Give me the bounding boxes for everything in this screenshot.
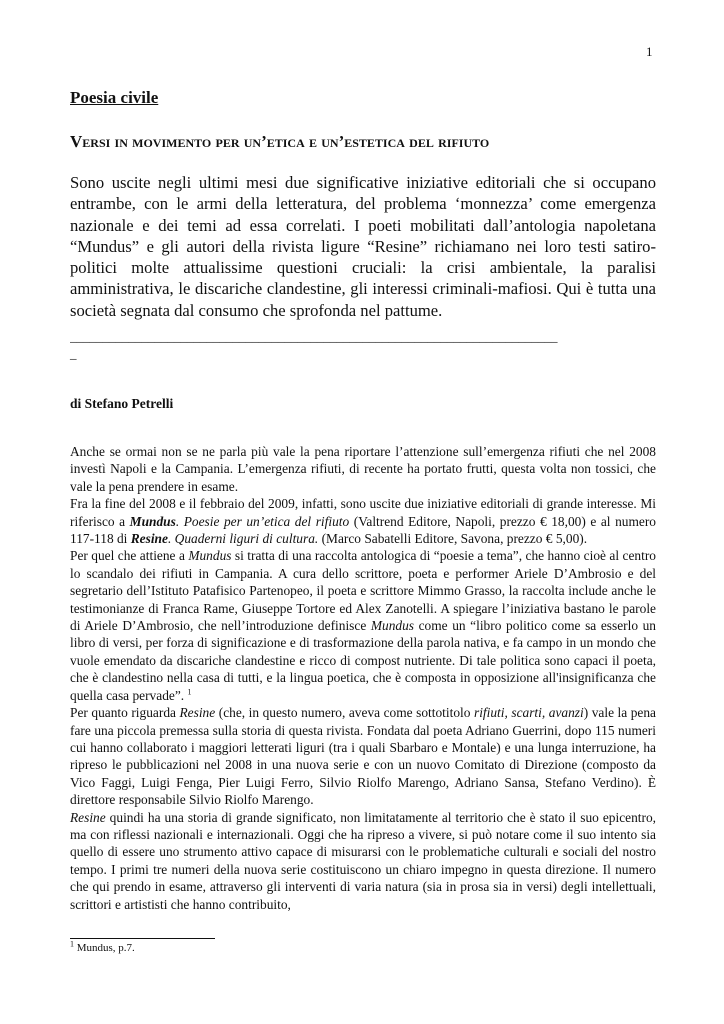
author-byline: di Stefano Petrelli	[70, 396, 174, 411]
footnote-separator	[70, 938, 215, 939]
abstract: Sono uscite negli ultimi mesi due significative iniziative editoriali che si occupano entrambe, con le armi della letteratura, del problema ‘monnezza’ come emergenza nazionale e dei temi ad essa correlati. I poeti mobilitati dall’antologia napoletana “Mundus” e gli autori della rivista ligure “Resine” richiamano nei loro testi satiro-politici molte attualissime questioni cruciali: la crisi ambientale, la paralisi amministrativa, le discariche clandestine, gli interessi criminali-mafiosi. Qui è tutta una società segnata dal consumo che sprofonda nel pattume.	[70, 173, 656, 320]
page-number: 1	[646, 44, 653, 59]
paragraph-1: Anche se ormai non se ne parla più vale la pena riportare l’attenzione sull’emergenza rifiuti che nel 2008 investì Napoli e la Campania. L’emergenza rifiuti, di recente ha portato frutti, questa volta non tossici, che vale la pena prendere in esame.	[70, 444, 656, 494]
mundus-title: Mundus	[129, 513, 176, 529]
footnote-ref: 1	[187, 687, 192, 697]
section-heading: Poesia civile	[70, 88, 159, 107]
title-rest: ersi in movimento per un’etica e un’estetica del rifiuto	[82, 132, 490, 151]
footnote	[70, 939, 135, 954]
resine-subtitle: Quaderni liguri di cultura.	[174, 531, 319, 547]
resine-title: Resine	[130, 531, 168, 547]
mundus-subtitle: Poesie per un’etica del rifiuto	[183, 513, 350, 529]
title-first-letter: V	[70, 132, 83, 151]
footnote-marker: 1	[70, 939, 74, 949]
footnote-text: Mundus, p.7.	[74, 942, 135, 954]
separator-rule: ___________________________________________________________________________	[70, 329, 558, 344]
paragraph-4: Per quanto riguarda Resine (che, in questo numero, aveva come sottotitolo rifiuti, scarti, avanzi) vale la pena fare una piccola premessa sulla storia di questa rivista. Fondata dal poeta Adriano Guerrini, dopo 115 numeri cui hanno collaborato i maggiori letterati liguri (tra i quali Sbarbaro e Montale) e una lunga interruzione, ha ripreso le pubblicazioni nel 2008 in una nuova serie e con un nuovo Comitato di Direzione (composto da Vico Faggi, Luigi Fenga, Pier Luigi Ferro, Silvio Riolfo Marengo, Adriano Sansa, Stefano Verdino). È direttore responsabile Silvio Riolfo Marengo.	[70, 705, 657, 808]
paragraph-5: Resine quindi ha una storia di grande significato, non limitatamente al territorio che è stato il suo epicentro, ma con riflessi nazionali e internazionali. Oggi che ha ripreso a vivere, si può notare come il suo intento sia quello di essere uno strumento attivo capace di misurarsi con le problematiche culturali e sociali del nostro tempo. I primi tre numeri della nuova serie costituiscono un chiaro impegno in questa direzione. Il numero che qui prendo in esame, attraverso gli interventi di varia natura (sia in prosa sia in versi) degli intellettuali, scrittori e artististi che hanno contribuito,	[70, 809, 656, 912]
article-body	[70, 443, 656, 913]
separator-rule-tail: _	[70, 346, 77, 361]
paragraph-2: Fra la fine del 2008 e il febbraio del 2009, infatti, sono uscite due iniziative editoriali di grande interesse. Mi riferisco a Mundus. Poesie per un’etica del rifiuto (Valtrend Editore, Napoli, prezzo € 18,00) e al numero 117-118 di Resine. Quaderni liguri di cultura. (Marco Sabatelli Editore, Savona, prezzo € 5,00).	[70, 496, 656, 547]
article-title	[70, 132, 656, 152]
paragraph-3: Per quel che attiene a Mundus si tratta di una raccolta antologica di “poesie a tema”, che hanno cioè al centro lo scandalo dei rifiuti in Campania. A cura dello scrittore, poeta e performer Ariele D’Ambrosio e del segretario dell’Istituto Patafisico Partenopeo, il poeta e scrittore Mimmo Grasso, la raccolta include anche le testimonianze di Franca Rame, Giuseppe Tortore ed Alex Zanotelli. A spiegare l’iniziativa bastano le parole di Ariele D’Ambrosio, che nell’introduzione definisce Mundus come un “libro politico come sa esserlo un libro di versi, per forza di significazione e di trasformazione della parola nativa, e fa campo in un mondo che vuole emendato da discariche clandestine e ricco di compost nutriente. Di tale politica sono capaci il poeta, che è clandestino nella casa di tutti, e la lingua poetica, che è composta in opposizione all'insignificanza che quella casa pervade”. $^1$	[70, 548, 657, 703]
